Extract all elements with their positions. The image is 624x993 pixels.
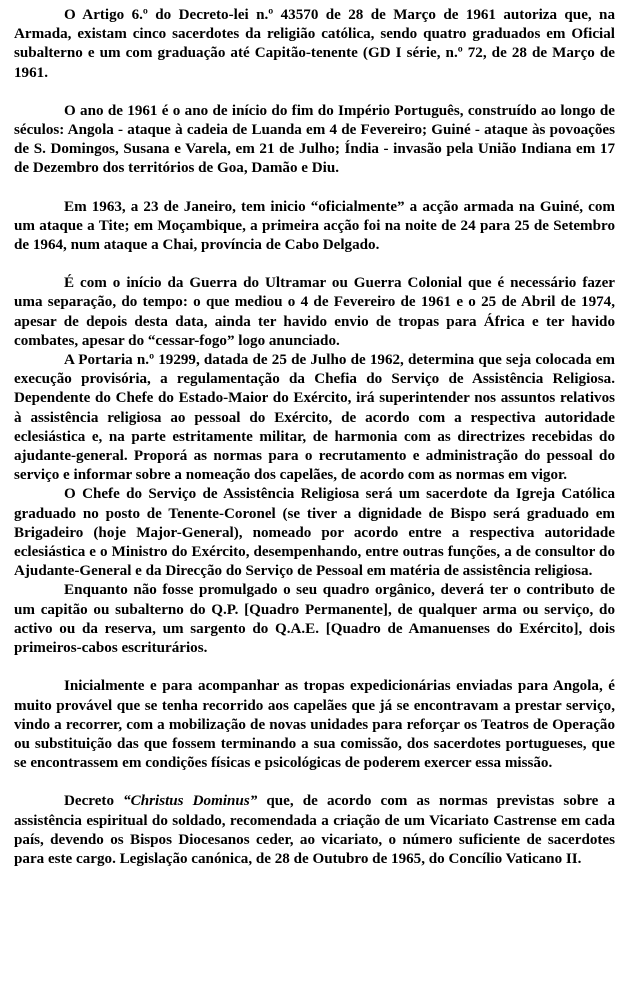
paragraph-artigo-6: O Artigo 6.º do Decreto-lei n.º 43570 de 28 de Março de 1961 autoriza que, na Armada, existam cinco sacerdotes da religião católica, sendo quatro graduados em Oficial subalterno e um com graduação até Capitão-tenente (GD I série, n.º 72, de 28 de Março de 1961. [14,7,615,81]
paragraph-ano-1961: O ano de 1961 é o ano de início do fim do Império Português, construído ao longo de séculos: Angola - ataque à cadeia de Luanda em 4 de Fevereiro; Guiné - ataque às povoações de S. Domingos, Susana e Varela, em 21 de Julho; Índia - invasão pela União Indiana em 17 de Dezembro dos territórios de Goa, Damão e Diu. [14,102,615,177]
paragraph-chefe-servico: O Chefe do Serviço de Assistência Religiosa será um sacerdote da Igreja Católica graduado no posto de Tenente-Coronel (se tiver a dignidade de Bispo será graduado em Brigadeiro (hoje Major-General), nomeado por acordo entre a respectiva autoridade eclesiástica e o Ministro do Exército, desempenhando, entre outras funções, a de consultor do Ajudante-General e da Direcção do Serviço de Pessoal em matéria de assistência religiosa. [14,486,615,580]
paragraph-inicialmente: Inicialmente e para acompanhar as tropas expedicionárias enviadas para Angola, é muito provável que se tenha recorrido aos capelães que já se encontravam a prestar serviço, vindo a recorrer, com a mobilização de novas unidades para reforçar os Teatros de Operação ou substituição das que fossem terminando a sua comissão, dos sacerdotes portugueses, que se encontrassem em condições físicas e psicológicas de poderem exercer essa missão. [14,678,615,772]
decree-first-line-rest: que, de acordo com as normas previstas sobre [257,793,599,810]
decree-body: a assistência espiritual do soldado, recomendada a criação de um Vicariato Castrense em cada país, devendo os Bispos Diocesanos ceder, ao vicariato, o número suficiente de sacerdotes para este cargo. Legislação canónica, de 28 de Outubro de 1965, do Concílio Vaticano II. [14,793,616,867]
paragraph-guerra-ultramar: É com o início da Guerra do Ultramar ou Guerra Colonial que é necessário fazer uma separação, do tempo: o que mediou o 4 de Fevereiro de 1961 e o 25 de Abril de 1974, apesar de depois desta data, ainda ter havido envio de tropas para África e ter havido combates, apesar do “cessar-fogo” logo anunciado. [14,275,615,349]
paragraph-portaria-19299: A Portaria n.º 19299, datada de 25 de Julho de 1962, determina que seja colocada em execução provisória, a regulamentação da Chefia do Serviço de Assistência Religiosa. Dependente do Chefe do Estado-Maior do Exército, irá superintender nos assuntos relativos à assistência religiosa ao pessoal do Exército, de acordo com a respectiva autoridade eclesiástica e, na parte estritamente militar, de harmonia com as directrizes recebidas do ajudante-general. Proporá as normas para o recrutamento e administração do pessoal do serviço e informar sobre a nomeação dos capelães, de acordo com as normas em vigor. [14,352,615,484]
decree-prefix: Decreto [64,793,124,810]
paragraph-1963: Em 1963, a 23 de Janeiro, tem inicio “oficialmente” a acção armada na Guiné, com um ataque a Tite; em Moçambique, a primeira acção foi na noite de 24 para 25 de Setembro de 1964, num ataque a Chai, província de Cabo Delgado. [14,198,615,254]
paragraph-christus-dominus [14,792,615,869]
paragraph-quadro-organico: Enquanto não fosse promulgado o seu quadro orgânico, deverá ter o contributo de um capitão ou subalterno do Q.P. [Quadro Permanente], de qualquer arma ou serviço, do activo ou da reserva, um sargento do Q.A.E. [Quadro de Amanuenses do Exército], dois primeiros-cabos escriturários. [14,582,615,657]
decree-title: “Christus Dominus” [123,793,258,810]
